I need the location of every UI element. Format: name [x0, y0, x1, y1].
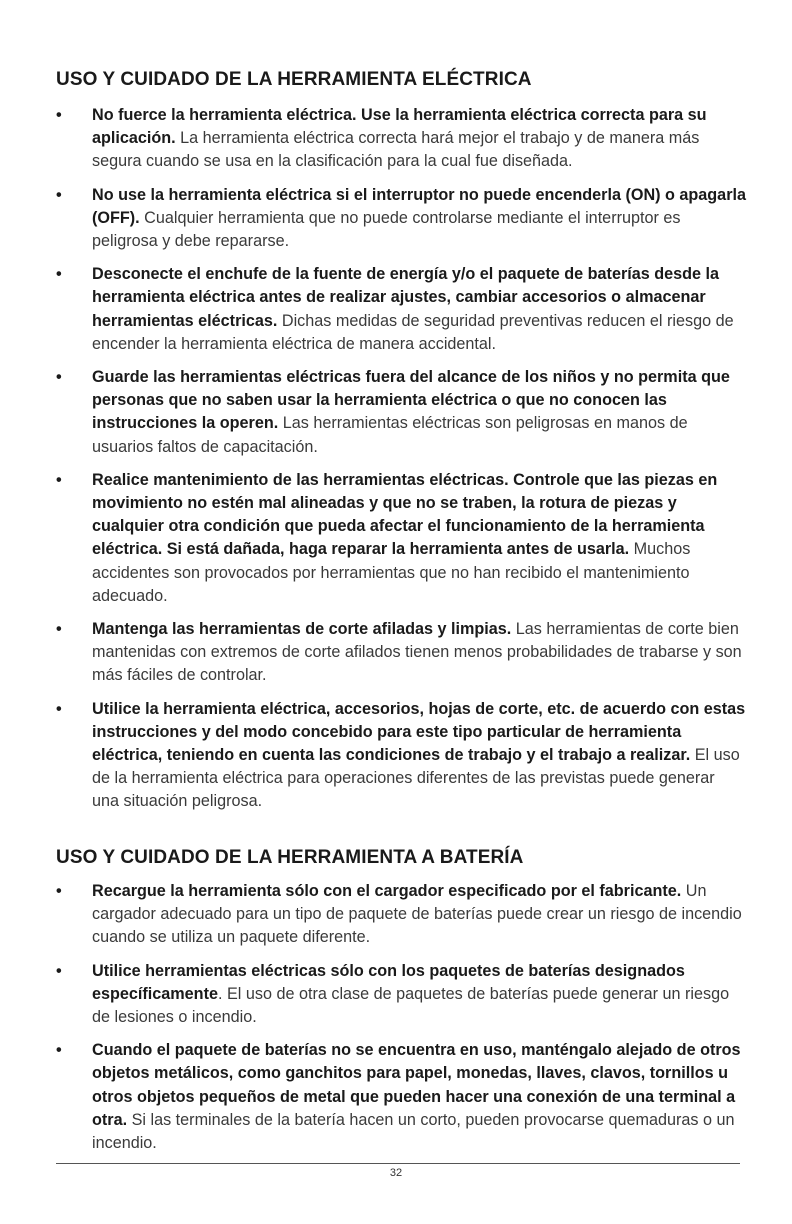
bullet-icon: • — [56, 470, 62, 489]
list-item: • Utilice herramientas eléctricas sólo con los paquetes de baterías designados específicamente. El uso de otra clase de paquetes de baterías puede generar un riesgo de lesiones o incendio. — [56, 961, 730, 1027]
list-item: • No use la herramienta eléctrica si el interruptor no puede encenderla (ON) o apagarla (OFF). Cualquier herramienta que no puede controlarse mediante el interruptor es peligrosa y debe repararse. — [56, 185, 746, 251]
bullet-list — [56, 104, 746, 824]
page-number: 32 — [389, 1167, 403, 1179]
bullet-icon: • — [56, 699, 62, 718]
bullet-icon: • — [56, 1041, 62, 1060]
bullet-list — [56, 880, 746, 1165]
list-item: • Recargue la herramienta sólo con el cargador especificado por el fabricante. Un cargador adecuado para un tipo de paquete de baterías puede crear un riesgo de incendio cuando se utiliza un paquete diferente. — [56, 882, 742, 947]
list-item: • Realice mantenimiento de las herramientas eléctricas. Controle que las piezas en movimiento no estén mal alineadas y que no se traben, la rotura de piezas y cualquier otra condición que pueda afectar el funcionamiento de la herramienta eléctrica. Si está dañada, haga reparar la herramienta antes de usarla. Muchos accidentes son provocados por herramientas que no han recibido el mantenimiento adecuado. — [56, 470, 718, 605]
bullet-icon: • — [56, 265, 62, 284]
bullet-icon: • — [56, 882, 62, 900]
bullet-icon: • — [56, 620, 62, 639]
footer-divider — [56, 1163, 740, 1164]
bullet-icon: • — [56, 106, 62, 124]
list-item: • Desconecte el enchufe de la fuente de energía y/o el paquete de baterías desde la herramienta eléctrica antes de realizar ajustes, cambiar accesorios o almacenar herramientas eléctricas. Dichas medidas de seguridad preventivas reducen el riesgo de encender la herramienta eléctrica de manera accidental. — [56, 265, 734, 353]
bullet-icon: • — [56, 961, 62, 980]
section-heading: USO Y CUIDADO DE LA HERRAMIENTA ELÉCTRICA — [56, 69, 532, 90]
list-item: • Mantenga las herramientas de corte afiladas y limpias. Las herramientas de corte bien mantenidas con extremos de corte afilados tienen menos probabilidades de trabarse y son más fáciles de controlar. — [56, 620, 742, 685]
list-item: • No fuerce la herramienta eléctrica. Use la herramienta eléctrica correcta para su aplicación. La herramienta eléctrica correcta hará mejor el trabajo y de manera más segura cuando se usa en la clasificación para la cual fue diseñada. — [56, 106, 707, 171]
bullet-icon: • — [56, 185, 62, 204]
list-item: • Guarde las herramientas eléctricas fuera del alcance de los niños y no permita que personas que no saben usar la herramienta eléctrica o que no conocen las instrucciones la operen. Las herramientas eléctricas son peligrosas en manos de usuarios faltos de capacitación. — [56, 368, 730, 456]
bullet-icon: • — [56, 368, 62, 387]
list-item: • Utilice la herramienta eléctrica, accesorios, hojas de corte, etc. de acuerdo con estas instrucciones y del modo concebido para este tipo particular de herramienta eléctrica, teniendo en cuenta las condiciones de trabajo y el trabajo a realizar. El uso de la herramienta eléctrica para operaciones diferentes de las previstas puede generar una situación peligrosa. — [56, 699, 746, 811]
section-heading: USO Y CUIDADO DE LA HERRAMIENTA A BATERÍA — [56, 847, 524, 868]
list-item: • Cuando el paquete de baterías no se encuentra en uso, manténgalo alejado de otros objetos metálicos, como ganchitos para papel, monedas, llaves, clavos, tornillos u otros objetos pequeños de metal que pueden hacer una conexión de una terminal a otra. Si las terminales de la batería hacen un corto, pueden provocarse quemaduras o un incendio. — [56, 1041, 741, 1153]
